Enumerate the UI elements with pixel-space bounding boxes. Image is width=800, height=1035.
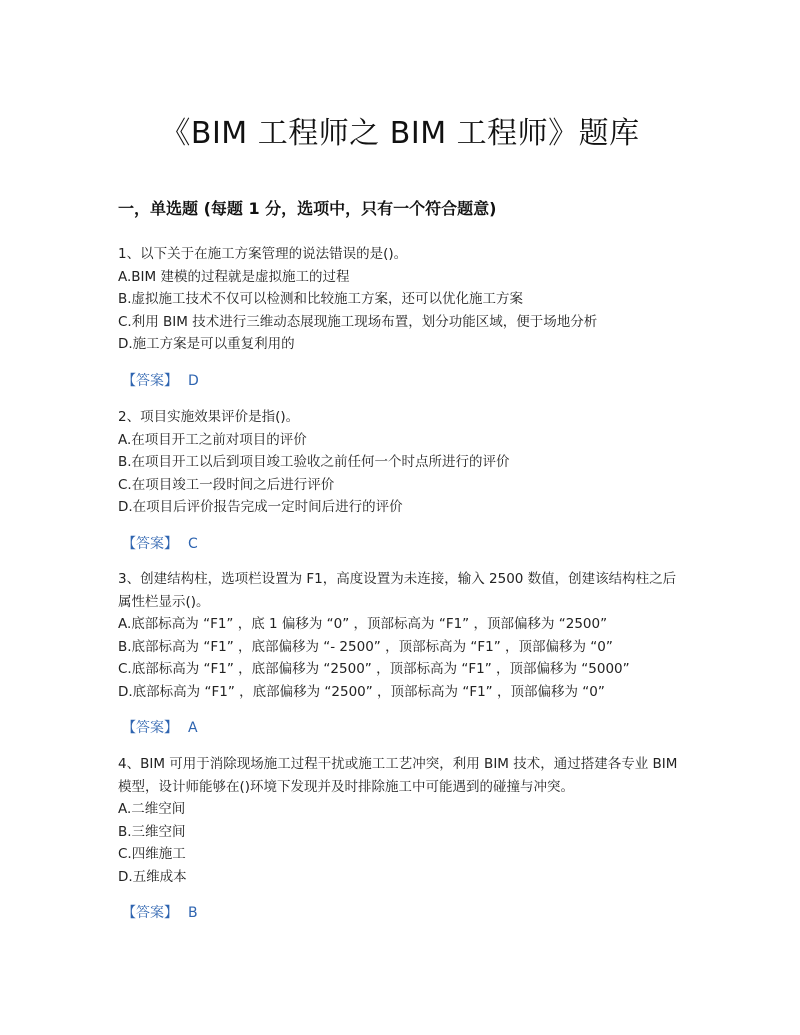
answer-value: C xyxy=(188,535,198,552)
answer-line xyxy=(122,902,688,925)
option-c: C.底部标高为 “F1” ，底部偏移为 “2500” ，顶部标高为 “F1” ，顶部偏移为 “5000” xyxy=(118,661,630,677)
option-d: D.五维成本 xyxy=(118,868,187,885)
option-a: A.底部标高为 “F1” ，底 1 偏移为 “0” ，顶部标高为 “F1” ，顶部偏移为 “2500” xyxy=(118,616,608,632)
answer-line xyxy=(122,370,688,393)
option-d: D.底部标高为 “F1” ，底部偏移为 “2500” ，顶部标高为 “F1” ，顶部偏移为 “0” xyxy=(118,683,605,700)
answer-line xyxy=(122,717,688,740)
question-1 xyxy=(118,243,688,392)
option-c: C.在项目竣工一段时间之后进行评价 xyxy=(118,476,335,493)
section-heading: 一，单选题 (每题 1 分，选项中，只有一个符合题意) xyxy=(118,199,497,218)
option-a: A.二维空间 xyxy=(118,801,186,817)
option-a: A.BIM 建模的过程就是虚拟施工的过程 xyxy=(118,268,350,285)
question-stem: 4、BIM 可用于消除现场施工过程干扰或施工工艺冲突，利用 BIM 技术，通过搭建各专业 BIM 模型，设计师能够在()环境下发现并及时排除施工中可能遇到的碰撞与冲突。 xyxy=(118,756,678,795)
answer-value: B xyxy=(188,905,198,921)
option-c: C.利用 BIM 技术进行三维动态展现施工现场布置，划分功能区域，便于场地分析 xyxy=(118,313,598,330)
page-title: 《BIM 工程师之 BIM 工程师》题库 xyxy=(160,116,640,151)
answer-label: 【答案】 xyxy=(122,372,178,389)
answer-value: D xyxy=(188,372,199,389)
question-2 xyxy=(118,406,688,555)
answer-label: 【答案】 xyxy=(122,905,178,921)
option-c: C.四维施工 xyxy=(118,846,186,862)
option-b: B.在项目开工以后到项目竣工验收之前任何一个时点所进行的评价 xyxy=(118,454,510,470)
option-a: A.在项目开工之前对项目的评价 xyxy=(118,431,307,448)
option-b: B.虚拟施工技术不仅可以检测和比较施工方案，还可以优化施工方案 xyxy=(118,291,524,307)
option-d: D.施工方案是可以重复利用的 xyxy=(118,336,295,352)
question-stem: 2、项目实施效果评价是指()。 xyxy=(118,409,300,425)
question-stem: 3、创建结构柱，选项栏设置为 F1，高度设置为未连接，输入 2500 数值，创建该结构柱之后属性栏显示()。 xyxy=(118,571,677,610)
answer-line xyxy=(122,533,688,556)
answer-label: 【答案】 xyxy=(122,535,178,552)
answer-label: 【答案】 xyxy=(122,720,178,736)
question-3 xyxy=(118,568,688,740)
question-4 xyxy=(118,753,688,925)
question-stem: 1、以下关于在施工方案管理的说法错误的是()。 xyxy=(118,246,408,262)
option-b: B.三维空间 xyxy=(118,823,186,840)
option-b: B.底部标高为 “F1” ，底部偏移为 “- 2500” ，顶部标高为 “F1” ，顶部偏移为 “0” xyxy=(118,638,613,655)
option-d: D.在项目后评价报告完成一定时间后进行的评价 xyxy=(118,499,403,515)
answer-value: A xyxy=(188,720,198,736)
